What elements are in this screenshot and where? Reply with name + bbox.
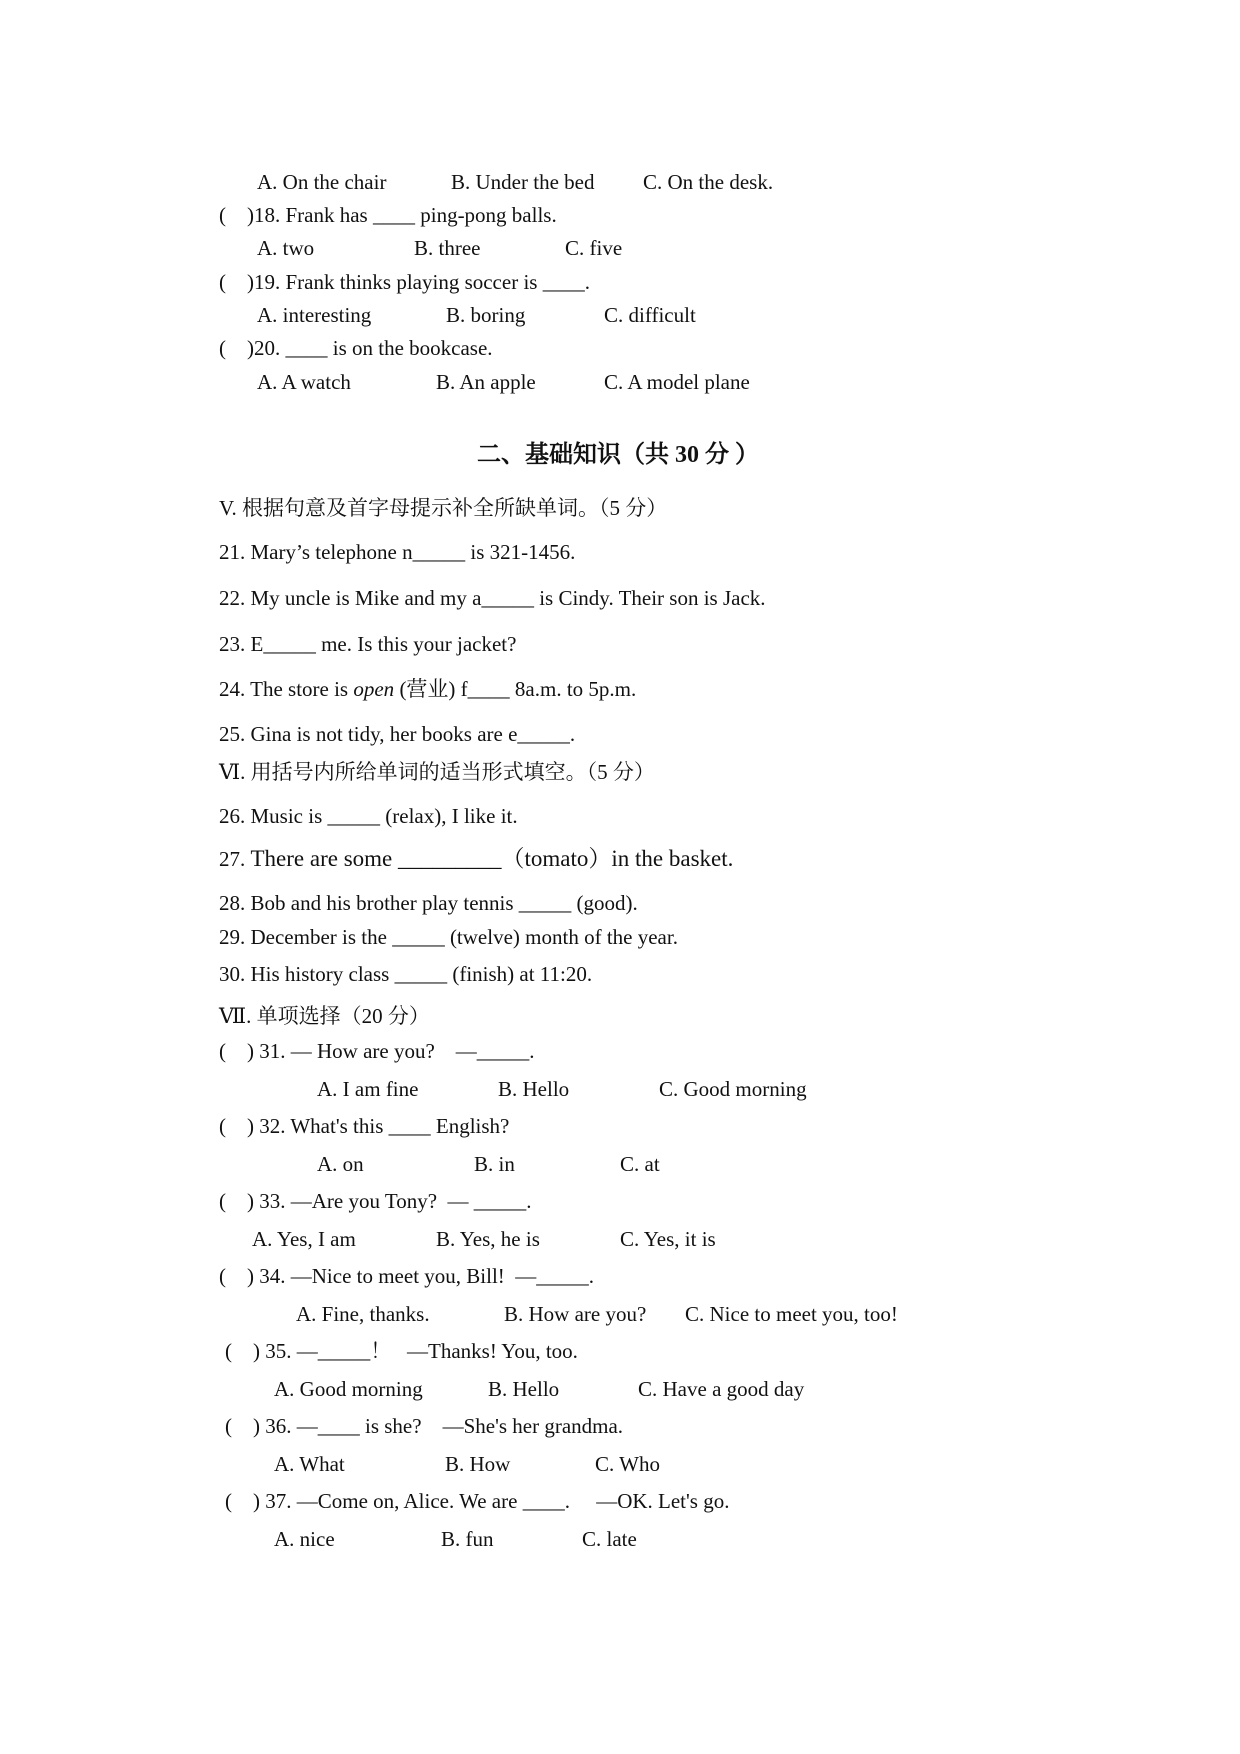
q19-option-a: A. interesting [257,303,372,327]
q34-question: ) 34. —Nice to meet you, Bill! —_____. [247,1264,595,1288]
q36-option-a: A. What [274,1452,345,1476]
q35-option-b: B. Hello [488,1377,560,1401]
q31-option-b: B. Hello [498,1077,570,1101]
section6-heading: Ⅵ. 用括号内所给单词的适当形式填空。（5 分） [219,760,655,784]
q34-option-b: B. How are you? [504,1302,647,1326]
q18-option-a: A. two [257,236,315,260]
q18-paren: ( [219,203,226,227]
q27-item [219,847,733,870]
q32-option-b: B. in [474,1152,515,1176]
q20-paren: ( [219,336,226,360]
q33-option-a: A. Yes, I am [252,1227,356,1251]
q29-item: 29. December is the _____ (twelve) month of the year. [219,925,678,949]
q34-option-c: C. Nice to meet you, too! [685,1302,898,1326]
q37-option-c: C. late [582,1527,637,1551]
q24-emphasis: open [353,677,395,701]
q33-option-b: B. Yes, he is [436,1227,540,1251]
q21-item: 21. Mary’s telephone n_____ is 321-1456. [219,540,576,564]
q37-option-b: B. fun [441,1527,494,1551]
q18-option-c: C. five [565,236,623,260]
q33-option-c: C. Yes, it is [620,1227,716,1251]
q20-option-c: C. A model plane [604,370,750,394]
q35-option-a: A. Good morning [274,1377,423,1401]
q27-text: There are some _________（tomato）in the basket. [250,846,734,871]
q34-option-a: A. Fine, thanks. [296,1302,430,1326]
part2-title: 二、基础知识（共 30 分 ） [477,442,759,468]
q17-option-a: A. On the chair [257,170,387,194]
q31-paren: ( [219,1039,226,1063]
q20-option-b: B. An apple [436,370,536,394]
q37-question: ) 37. —Come on, Alice. We are ____. —OK. Let's go. [253,1489,730,1513]
q32-option-c: C. at [620,1152,660,1176]
q33-question: ) 33. —Are you Tony? — _____. [247,1189,532,1213]
q19-paren: ( [219,270,226,294]
q22-item: 22. My uncle is Mike and my a_____ is Cindy. Their son is Jack. [219,586,766,610]
q18-question: )18. Frank has ____ ping-pong balls. [247,203,557,227]
q18-option-b: B. three [414,236,481,260]
q20-option-a: A. A watch [257,370,351,394]
q26-item: 26. Music is _____ (relax), I like it. [219,804,518,828]
q32-question: ) 32. What's this ____ English? [247,1114,510,1138]
q30-item: 30. His history class _____ (finish) at 11:20. [219,962,593,986]
q31-option-a: A. I am fine [317,1077,419,1101]
q34-paren: ( [219,1264,226,1288]
q32-paren: ( [219,1114,226,1138]
q36-option-c: C. Who [595,1452,660,1476]
q33-paren: ( [219,1189,226,1213]
section7-heading: Ⅶ. 单项选择（20 分） [219,1004,430,1028]
q31-question: ) 31. — How are you? —_____. [247,1039,535,1063]
q32-option-a: A. on [317,1152,364,1176]
q35-question: ) 35. —_____！ —Thanks! You, too. [253,1339,578,1363]
q35-paren: ( [225,1339,232,1363]
q20-question: )20. ____ is on the bookcase. [247,336,493,360]
q23-item: 23. E_____ me. Is this your jacket? [219,632,517,656]
q27-number: 27. [219,847,251,871]
q17-option-c: C. On the desk. [643,170,774,194]
q37-paren: ( [225,1489,232,1513]
q36-option-b: B. How [445,1452,511,1476]
q35-option-c: C. Have a good day [638,1377,805,1401]
q24-item [219,679,636,700]
q37-option-a: A. nice [274,1527,335,1551]
q17-option-b: B. Under the bed [451,170,595,194]
q24-text-start: 24. The store is [219,677,354,701]
q28-item: 28. Bob and his brother play tennis _____ (good). [219,891,638,915]
q19-question: )19. Frank thinks playing soccer is ____. [247,270,590,294]
q31-option-c: C. Good morning [659,1077,807,1101]
q19-option-b: B. boring [446,303,526,327]
q36-paren: ( [225,1414,232,1438]
q36-question: ) 36. —____ is she? —She's her grandma. [253,1414,624,1438]
q25-item: 25. Gina is not tidy, her books are e_____. [219,722,576,746]
section5-heading: V. 根据句意及首字母提示补全所缺单词。（5 分） [219,496,668,520]
q19-option-c: C. difficult [604,303,696,327]
q24-text-end: (营业) f____ 8a.m. to 5p.m. [394,677,637,701]
